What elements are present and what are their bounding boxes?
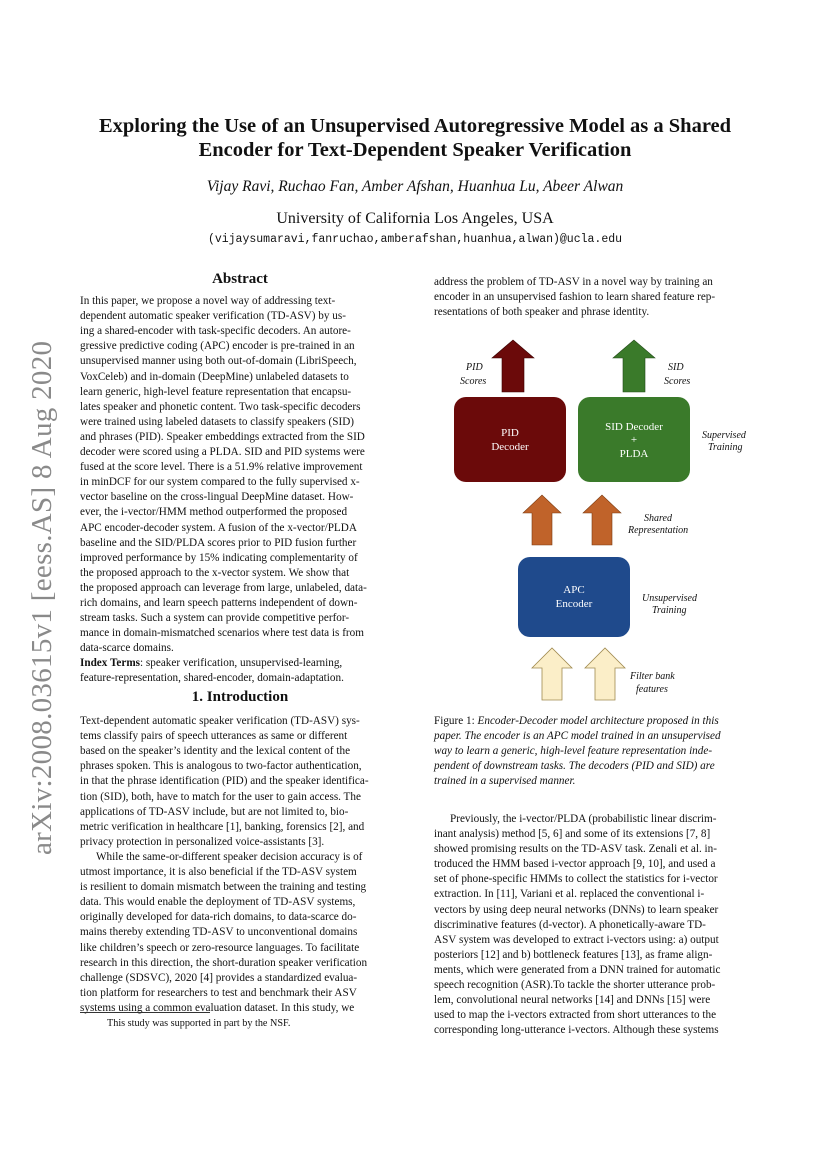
index-terms-label: Index Terms [80,657,140,670]
figure-1 [440,330,760,710]
introduction-heading: 1. Introduction [191,689,289,705]
abstract-section: Abstract In this paper, we propose a novel way of addressing text- dependent automatic speaker verification (TD-ASV) by us- ing a shared-encoder with task-specific decoders. An autore- gressive predictive coding (APC) encoder is pre-trained in an unsupervised manner using both out-of-domain (LibriSpeech, VoxCeleb) and in-domain (DeepMine) unlabeled datasets to learn generic, high-level feature representation that encapsu- lates speaker and phonetic content. Two task-specific decoders were trained using labeled datasets to classify speakers (SID) and phrases (PID). Speaker embeddings extracted from the SID decoder were scored using a PLDA. SID and PID systems were fused at the score level. There is a 51.9% relative improvement in minDCF for our system compared to the fully supervised x- vector baseline on the cross-lingual DeepMine dataset. How- ever, the i-vector/HMM method outperformed the proposed APC encoder-decoder system. A fusion of the x-vector/PLDA baseline and the SID/PLDA scores prior to PID fusion further improved performance by 15% indicating complementarity of the proposed approach to the x-vector system. We show that the proposed approach can leverage from large, unlabeled, data- rich domains, and learn speech patterns independent of down- stream tasks. Such a system can provide competitive perfor- mance in domain-mismatched scenarios where test data is from data-scarce domains. Index Terms: speaker verification, unsupervised-learning, feature-representation, shared-encoder, domain-adaptation. [80,272,400,687]
arxiv-identifier [20,0,60,1169]
intro-paragraph-2: While the same-or-different speaker decision accuracy is of utmost importance, it is also beneficial if the TD-ASV system is resilient to domain mismatch between the training and testing data. This would enable the deployment of TD-ASV systems, originally developed for data-rich domains, to data-scarce do- mains thereby extending TD-ASV to unconventional domains like children’s speech or zero-resource languages. To facilitate research in this direction, the short-duration speaker verification challenge (SDSVC), 2020 [4] provides a standardized evalua- tion platform for researchers to test and benchmark their ASV systems using a common evaluation dataset. In this study, we [80,850,368,1014]
shared-rep-arrow-right-icon [583,495,621,545]
apc-encoder-box [518,557,630,637]
footnote-rule [80,1012,210,1013]
right-top-paragraph: address the problem of TD-ASV in a novel way by training an encoder in an unsupervised fashion to learn shared feature rep- resentations of both speaker and phrase identity. [434,276,716,319]
email: (vijaysumaravi,fanruchao,amberafshan,huanhua,alwan)@ucla.edu [207,233,623,246]
sid-decoder-label-3: PLDA [619,448,649,460]
abstract-body: In this paper, we propose a novel way of addressing text- dependent automatic speaker verification (TD-ASV) by us- ing a shared-encoder with task-specific decoders. An autore- gressive predictive coding (APC) encoder is pre-trained in an unsupervised manner using both out-of-domain (LibriSpeech, VoxCeleb) and in-domain (DeepMine) unlabeled datasets to learn generic, high-level feature representation that encapsu- lates speaker and phonetic content. Two task-specific decoders were trained using labeled datasets to classify speakers (SID) and phrases (PID). Speaker embeddings extracted from the SID decoder were scored using a PLDA. SID and PID systems were fused at the score level. There is a 51.9% relative improvement in minDCF for our system compared to the fully supervised x- vector baseline on the cross-lingual DeepMine dataset. How- ever, the i-vector/HMM method outperformed the proposed APC encoder-decoder system. A fusion of the x-vector/PLDA baseline and the SID/PLDA scores prior to PID fusion further improved performance by 15% indicating complementarity of the proposed approach to the x-vector system. We show that the proposed approach can leverage from large, unlabeled, data- rich domains, and learn speech patterns independent of down- stream tasks. Such a system can provide competitive perfor- mance in domain-mismatched scenarios where test data is from data-scarce domains. [80,295,367,655]
arxiv-id-text: arXiv:2008.03615v1 [eess.AS] 8 Aug 2020 [26,340,58,855]
unsupervised-training-label-2: Training [652,605,687,616]
pid-scores-label-2: Scores [460,376,487,387]
supervised-training-label-2: Training [708,442,743,453]
sid-scores-label-2: Scores [664,376,691,387]
unsupervised-training-label-1: Unsupervised [642,593,697,604]
sid-decoder-label-2: + [630,434,638,446]
supervised-training-label-1: Supervised [702,430,746,441]
paper-title: Exploring the Use of an Unsupervised Autoregressive Model as a Shared Encoder for Text-Dependent Speaker Verification [98,115,732,161]
sid-decoder-label-1: SID Decoder [605,421,663,433]
caption-label: Figure 1: [434,715,478,727]
shared-rep-label-1: Shared [644,513,672,524]
input-arrow-right-icon [585,648,625,700]
pid-decoder-label-2: Decoder [491,441,529,453]
figure-caption: Figure 1: Encoder-Decoder model architecture proposed in this paper. The encoder is an APC model trained in an unsupervised way to learn a generic, high-level feature representation inde- pendent of downstream tasks. The decoders (PID and SID) are trained in a supervised manner. [434,715,721,787]
apc-encoder-label-2: Encoder [555,598,593,610]
shared-rep-arrow-left-icon [523,495,561,545]
introduction-section [80,690,400,1016]
filter-bank-label-1: Filter bank [630,671,675,682]
sid-output-arrow-icon [613,340,655,392]
footnote: This study was supported in part by the NSF. [107,1018,291,1029]
pid-output-arrow-icon [492,340,534,392]
sid-scores-label-1: SID [668,362,684,373]
pid-scores-label-1: PID [466,362,483,373]
index-terms: Index Terms: speaker verification, unsupervised-learning, [80,657,343,670]
authors: Vijay Ravi, Ruchao Fan, Amber Afshan, Huanhua Lu, Abeer Alwan [206,178,624,195]
pid-decoder-box [454,397,566,482]
abstract-heading: Abstract [212,271,268,287]
input-arrow-left-icon [532,648,572,700]
apc-encoder-label-1: APC [563,584,585,596]
shared-rep-label-2: Representation [628,525,689,536]
intro-paragraph-1: Text-dependent automatic speaker verification (TD-ASV) sys- tems classify pairs of speech utterances as same or different based on the speaker’s identity and the lexical content of the phrases spoken. This is analogous to two-factor authentication, in that the phrase identification (PID) and the speaker identifica- tion (SID), both, have to match for the user to gain access. The applications of TD-ASV include, but are not limited to, bio- metric verification in healthcare [1], banking, forensics [2], and privacy protection in personalized voice-assistants [3]. [80,715,369,848]
pid-decoder-label-1: PID [501,427,519,439]
affiliation: University of California Los Angeles, USA [276,210,554,227]
architecture-diagram [440,330,760,710]
filter-bank-label-2: features [636,684,668,695]
right-body-paragraph: Previously, the i-vector/PLDA (probabilistic linear discrim- inant analysis) method [5, 6] and some of its extensions [7, 8] showed promising results on the TD-ASV task. Zenali et al. in- troduced the HMM based i-vector approach [9, 10], and used a set of phone-specific HMMs to collect the statistics for i-vector extraction. In [11], Variani et al. replaced the conventional i- vectors by using deep neural networks (DNNs) to learn speaker discriminative features (d-vector). A phonetically-aware TD- ASV system was developed to extract i-vectors using: a) output posteriors [12] and b) bottleneck features [13], as frame align- ments, which were generated from a DNN trained for automatic speech recognition (ASR).To tackle the shorter utterance prob- lem, convolutional neural networks [14] and DNNs [15] were used to map the i-vectors extracted from short utterances to the corresponding long-utterance i-vectors. Although these systems [434,813,721,1037]
